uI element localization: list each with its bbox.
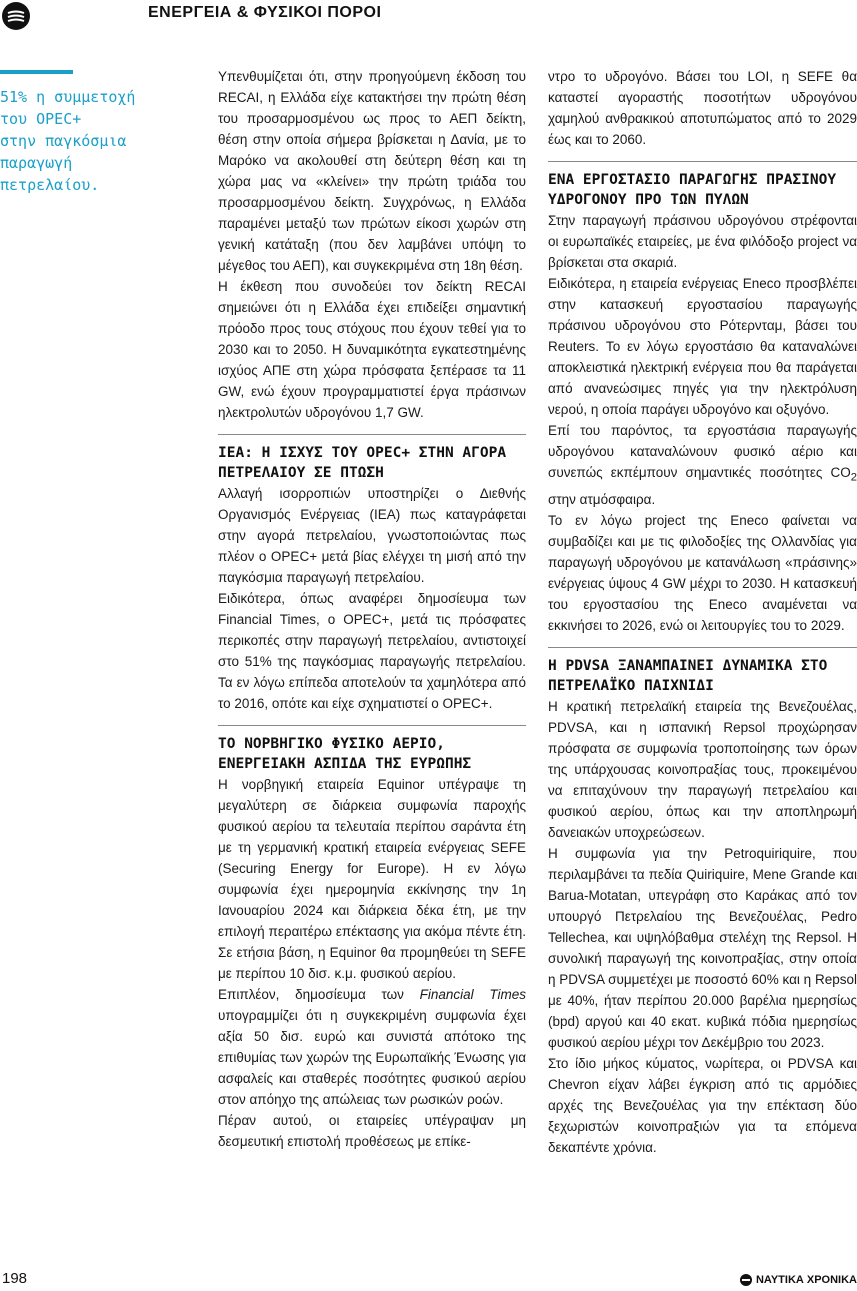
publication-name: Financial Times [419, 987, 526, 1002]
section-divider [548, 647, 857, 648]
magazine-logo-icon [2, 2, 30, 30]
pullquote: 51% η συμμετοχή του OPEC+ στην παγκόσμια παραγωγή πετρελαίου. [0, 88, 136, 194]
paragraph: Ειδικότερα, η εταιρεία ενέργειας Eneco προσβλέπει στην κατασκευή εργοστασίου παραγωγής πράσινου υδρογόνου στο Ρότερνταμ, βάσει του Reuters. Το εν λόγω εργοστάσιο θα καταναλώνει αποκλειστικά ηλεκτρική ενέργεια που θα παράγεται από ανανεώσιμες πηγές για την ηλεκτρόλυση νερού, η οποία παράγει υδρογόνο και οξυγόνο. [548, 276, 857, 417]
subheading-norwegian-gas: ΤΟ ΝΟΡΒΗΓΙΚΟ ΦΥΣΙΚΟ ΑΕΡΙΟ, ΕΝΕΡΓΕΙΑΚΗ ΑΣΠΙΔΑ ΤΗΣ ΕΥΡΩΠΗΣ [218, 736, 472, 772]
paragraph: Η κρατική πετρελαϊκή εταιρεία της Βενεζουέλας, PDVSA, και η ισπανική Repsol προχώρησαν πρόσφατα σε συμφωνία τροποποίησης των όρων της υπάρχουσας κοινοπραξίας τους, προκειμένου να επιταχύνουν την παραγωγή πετρελαίου και φυσικού αερίου, όπως και την αποπληρωμή δανειακών υποχρεώσεων. [548, 698, 857, 840]
paragraph: Η νορβηγική εταιρεία Equinor υπέγραψε τη μεγαλύτερη σε διάρκεια συμφωνία παροχής φυσικού αερίου τα τελευταία περίπου σαράντα έτη με τη γερμανική κρατική εταιρεία ενέργειας SEFE (Securing Energy for Europe). Η εν λόγω συμφωνία έχει ημερομηνία εκκίνησης την 1η Ιανουαρίου 2024 και διάρκεια δέκα έτη, με την επιλογή περαιτέρω επέκτασης για ακόμα πέντε έτη. Σε ετήσια βάση, η Equinor θα προμηθεύει τη SEFE με περίπου 10 δισ. κ.μ. φυσικού αερίου. [218, 777, 526, 981]
footer-brand [740, 1274, 857, 1286]
section-title: ΕΝΕΡΓΕΙΑ & ΦΥΣΙΚΟΙ ΠΟΡΟΙ [148, 4, 382, 21]
paragraph: ντρο το υδρογόνο. Βάσει του LOI, η SEFE θα καταστεί αγοραστής ποσοτήτων υδρογόνου χαμηλού ανθρακικού αποτυπώματος από το 2029 έως και το 2060. [548, 69, 857, 147]
section-divider [218, 434, 526, 435]
section-divider [548, 161, 857, 162]
paragraph: Υπενθυμίζεται ότι, στην προηγούμενη έκδοση του RECAI, η Ελλάδα είχε κατακτήσει την πρώτη θέση του προσαρμοσμένου ως προς το ΑΕΠ δείκτη, θέση στην οποία σήμερα βρίσκεται η Δανία, με το Μαρόκο να ακολουθεί στη δεύτερη θέση και τη χώρα μας να «κλείνει» την πρώτη τριάδα του προσαρμοσμένου δείκτη. Συγχρόνως, η Ελλάδα παραμένει μεταξύ των πρώτων είκοσι χωρών στη γενική κατάταξη (που δεν λαμβάνει υπόψη το μέγεθος του ΑΕΠ), και συγκεκριμένα στη 18η θέση. [218, 69, 526, 273]
brand-logo-icon [740, 1274, 752, 1286]
article-column-1 [218, 66, 526, 1152]
paragraph: Αλλαγή ισορροπιών υποστηρίζει ο Διεθνής Οργανισμός Ενέργειας (IEA) πως καταγράφεται στην αγορά πετρελαίου, γνωστοποιώντας πως πλέον ο OPEC+ μετά βίας ελέγχει τη μισή από την παγκόσμια παραγωγή πετρελαίου. [218, 486, 526, 585]
subheading-pdvsa: Η PDVSA ΞΑΝΑΜΠΑΙΝΕΙ ΔΥΝΑΜΙΚΑ ΣΤΟ ΠΕΤΡΕΛΑΪΚΟ ΠΑΙΧΝΙΔΙ [548, 657, 828, 694]
section-divider [218, 725, 526, 726]
paragraph: Πέραν αυτού, οι εταιρείες υπέγραψαν μη δεσμευτική επιστολή προθέσεως με επίκε- [218, 1113, 526, 1149]
paragraph: Η έκθεση που συνοδεύει τον δείκτη RECAI σημειώνει ότι η Ελλάδα έχει επιδείξει σημαντική πρόοδο προς τους στόχους που έχουν τεθεί για το 2030 και το 2050. Η δυναμικότητα εγκατεστημένης ισχύος ΑΠΕ στη χώρα πρόσφατα ξεπέρασε τα 11 GW, ενώ έχουν προγραμματιστεί έργα πράσινων ηλεκτρολυτών υδρογόνου 1,7 GW. [218, 279, 526, 420]
paragraph: Ειδικότερα, όπως αναφέρει δημοσίευμα των Financial Times, ο OPEC+, μετά τις πρόσφατες περικοπές στην παραγωγή πετρελαίου, αντιστοιχεί στο 51% της παγκόσμιας παραγωγής πετρελαίου. Τα εν λόγω επίπεδα αποτελούν τα χαμηλότερα από το 2016, οπότε και είχε σχηματιστεί ο OPEC+. [218, 591, 526, 711]
brand-name: ΝΑΥΤΙΚΑ ΧΡΟΝΙΚΑ [755, 1274, 857, 1286]
paragraph: Επί του παρόντος, τα εργοστάσια παραγωγής υδρογόνου καταναλώνουν φυσικό αέριο και συνεπώς εκπέμπουν σημαντικές ποσότητες $CO_2$ στην ατμόσφαιρα. [548, 423, 857, 507]
subheading-green-hydrogen: ΕΝΑ ΕΡΓΟΣΤΑΣΙΟ ΠΑΡΑΓΩΓΗΣ ΠΡΑΣΙΝΟΥ ΥΔΡΟΓΟΝΟΥ ΠΡΟ ΤΩΝ ΠΥΛΩΝ [548, 172, 837, 208]
paragraph: Η συμφωνία για την Petroquiriquire, που περιλαμβάνει τα πεδία Quiriquire, Mene Grande και Barua-Motatan, υπεγράφη στο Καράκας από τον υπουργό Πετρελαίου της Βενεζουέλας, Pedro Tellechea, και υψηλόβαθμα στελέχη της Repsol. Η συνολική παραγωγή της κοινοπραξίας, στην οποία η PDVSA συμμετέχει με ποσοστό 60% και η Repsol με 40%, ήταν περίπου 20.000 βαρέλια ημερησίως (bpd) αργού και 40 εκατ. κυβικά πόδια ημερησίως φυσικού αερίου μέχρι τον Δεκέμβριο του 2023. [548, 845, 857, 1050]
paragraph: Το εν λόγω project της Eneco φαίνεται να συμβαδίζει και με τις φιλοδοξίες της Ολλανδίας για παραγωγή υδρογόνου με κατανάλωση «πράσινης» ενέργειας ύψους 4 GW μέχρι το 2030. Η κατασκευή του εργοστασίου της Eneco αναμένεται να εκκινήσει το 2026, ενώ οι λειτουργίες του το 2029. [548, 512, 857, 633]
pullquote-accent-bar [0, 70, 73, 74]
page-number: 198 [2, 1270, 28, 1287]
subheading-iea: IEA: Η ΙΣΧΥΣ ΤΟΥ OPEC+ ΣΤΗΝ ΑΓΟΡΑ ΠΕΤΡΕΛΑΙΟΥ ΣΕ ΠΤΩΣΗ [218, 445, 507, 481]
paragraph: Στην παραγωγή πράσινου υδρογόνου στρέφονται οι ευρωπαϊκές εταιρείες, με ένα φιλόδοξο project να βρίσκεται στα σκαριά. [548, 213, 857, 270]
paragraph: Στο ίδιο μήκος κύματος, νωρίτερα, οι PDVSA και Chevron είχαν λάβει έγκριση από τις αρμόδιες αρχές της Βενεζουέλας για την επέκταση δύο ξεχωριστών κοινοπραξιών για τα επόμενα δεκαπέντε χρόνια. [548, 1055, 857, 1155]
article-column-2 [548, 66, 857, 1158]
paragraph: Επιπλέον, δημοσίευμα των Financial Times υπογραμμίζει ότι η συγκεκριμένη συμφωνία έχει αξία 50 δισ. ευρώ και συνιστά απότοκο της επιθυμίας των χωρών της Ευρωπαϊκής Ένωσης για ασφαλείς και σταθερές ποσότητες φυσικού αερίου στον απόηχο της απώλειας των ρωσικών ροών. [218, 987, 526, 1107]
